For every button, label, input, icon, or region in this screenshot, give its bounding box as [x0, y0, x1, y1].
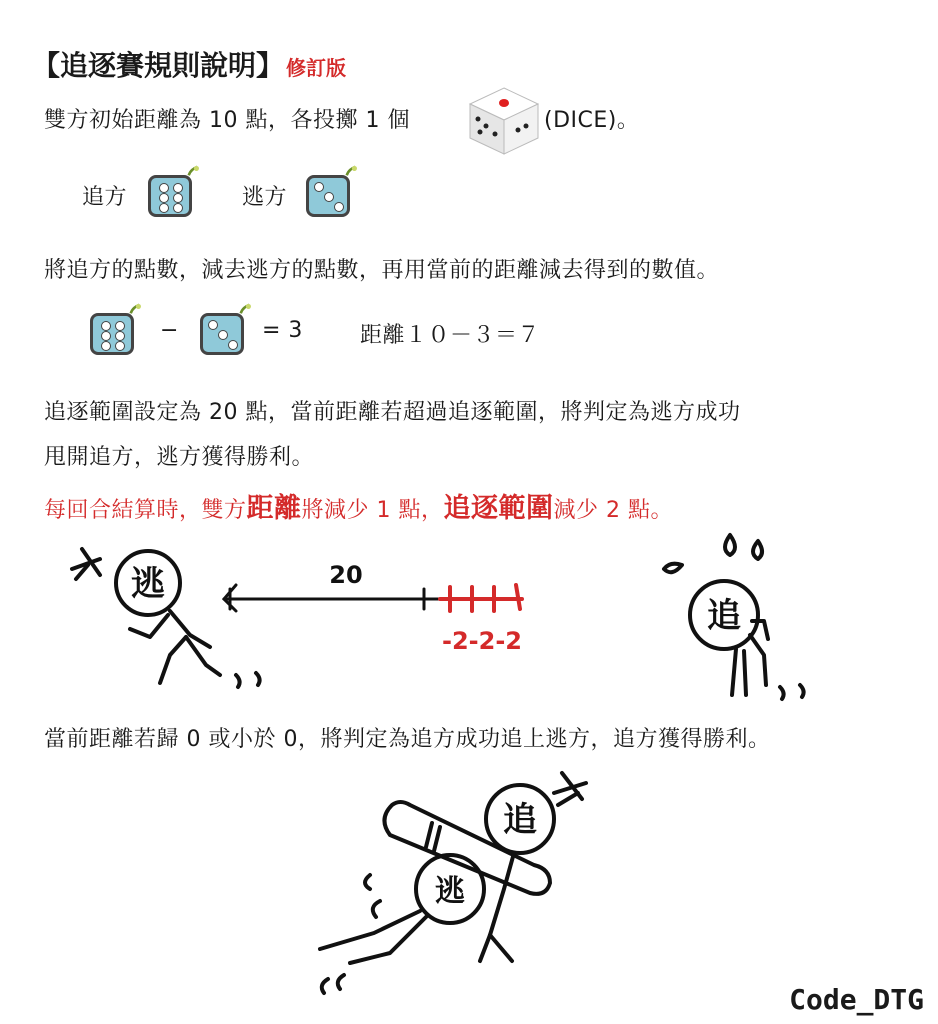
sprout-icon — [186, 165, 200, 177]
red-rule-part-1: 每回合結算時，雙方 — [44, 498, 247, 523]
round-reduction-rule — [44, 486, 673, 525]
chaser-label: 追方 — [82, 185, 128, 210]
page-title — [32, 44, 346, 84]
runner-label: 逃方 — [242, 185, 288, 210]
dice-six-icon — [90, 313, 134, 355]
range-line-1: 追逐範圍設定為 20 點，當前距離若超過追逐範圍，將判定為逃方成功 — [44, 400, 741, 425]
red-rule-range: 追逐範圍 — [443, 493, 554, 524]
red-rule-part-2: 將減少 1 點， — [301, 498, 444, 523]
dice-three-icon — [200, 313, 244, 355]
red-rule-distance: 距離 — [246, 493, 302, 524]
dice-three-icon — [306, 175, 350, 217]
dice-3d-icon — [466, 82, 542, 158]
sprout-icon — [128, 303, 142, 315]
dice-six-icon — [148, 175, 192, 217]
distance-ruler — [210, 555, 550, 665]
catch-runner-char: 逃 — [435, 874, 465, 909]
sprout-icon — [238, 303, 252, 315]
range-line-2: 甩開追方，逃方獲得勝利。 — [44, 445, 315, 470]
red-rule-part-3: 減少 2 點。 — [553, 498, 673, 523]
revision-badge: 修訂版 — [286, 56, 347, 80]
range-reductions: -2-2-2 — [442, 627, 522, 655]
distance-example: 距離１０－３＝７ — [360, 323, 541, 348]
catch-scene — [300, 765, 620, 1015]
runner-char: 逃 — [131, 564, 165, 604]
chaser-figure-tired — [640, 525, 840, 705]
distance-value: 20 — [329, 561, 363, 589]
sprout-icon — [344, 165, 358, 177]
signature: Code_DTG — [789, 983, 924, 1016]
minus-sign: − — [160, 318, 179, 343]
chaser-char: 追 — [707, 596, 741, 636]
dice-label: (DICE)。 — [544, 108, 640, 133]
title-text: 【追逐賽規則說明】 — [32, 49, 285, 82]
catch-rule-text: 當前距離若歸 0 或小於 0，將判定為追方成功追上逃方，追方獲得勝利。 — [44, 727, 771, 752]
catch-chaser-char: 追 — [503, 800, 537, 840]
equals-result: = 3 — [262, 318, 303, 343]
rule-text: 將追方的點數，減去逃方的點數，再用當前的距離減去得到的數值。 — [44, 258, 720, 283]
initial-distance-text: 雙方初始距離為 10 點，各投擲 1 個 — [44, 108, 410, 133]
